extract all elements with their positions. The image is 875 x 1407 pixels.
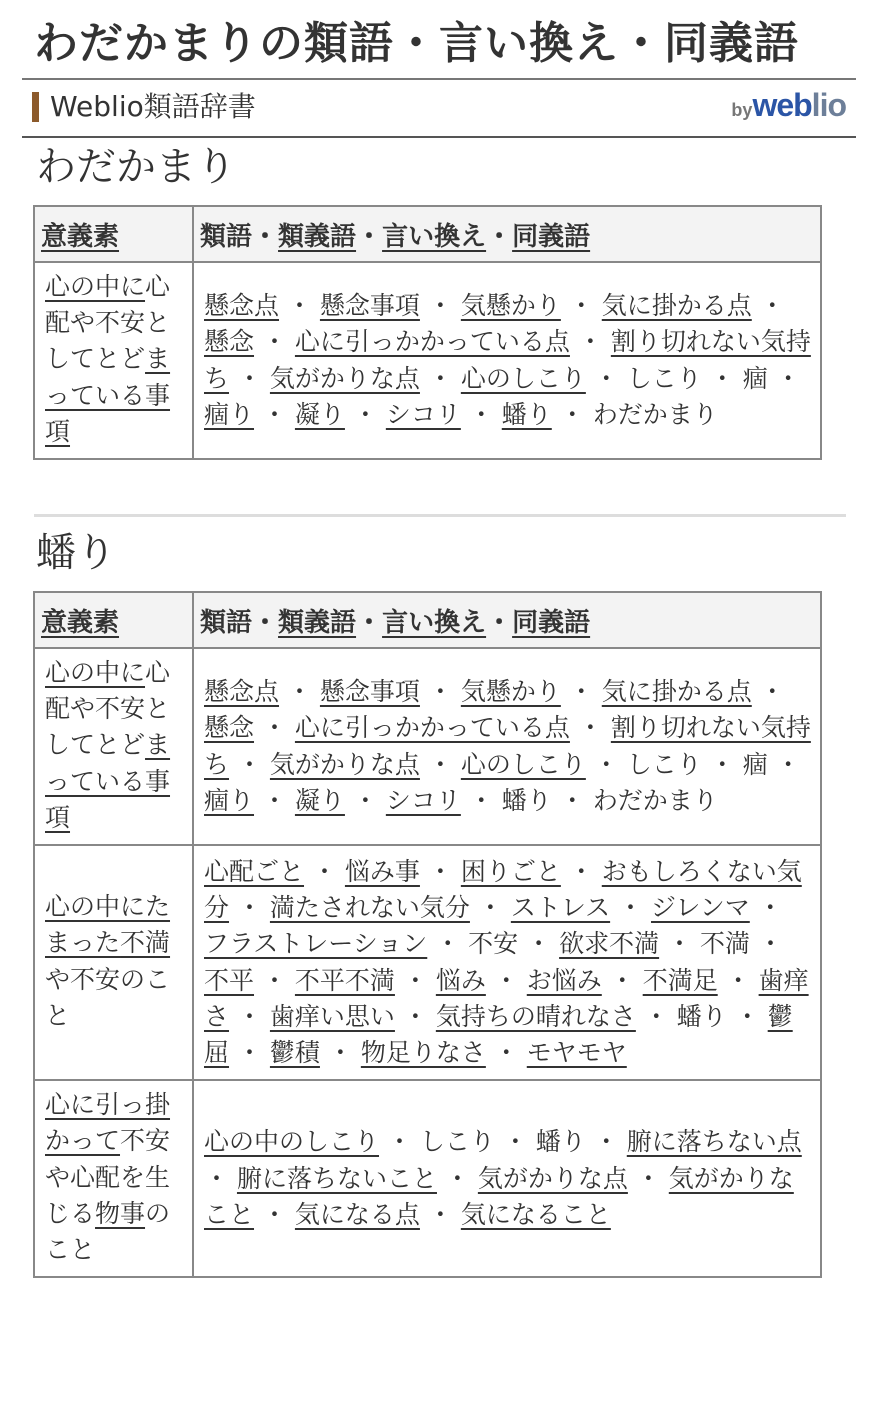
- synonym-header-text: ・: [252, 607, 279, 638]
- separator-dot: ・: [229, 749, 270, 779]
- table-header-row: [34, 592, 821, 648]
- synonym-link[interactable]: 気懸かり: [460, 291, 561, 321]
- synonym-link[interactable]: 心の中のしこり: [204, 1127, 380, 1157]
- meaning-link[interactable]: 心の中にたまった: [45, 892, 171, 958]
- synonym-link[interactable]: 心配ごと: [204, 857, 305, 887]
- meaning-text: とど: [95, 344, 146, 374]
- synonym-header-link[interactable]: 同義語: [512, 221, 591, 252]
- synonym-header-link[interactable]: 言い換え: [382, 221, 487, 252]
- table-header-row: [34, 206, 821, 262]
- synonym-header-text: ・: [486, 607, 513, 638]
- separator-dot: ・: [518, 929, 560, 959]
- separator-dot: ・: [585, 363, 627, 393]
- synonym-header-link[interactable]: 言い換え: [382, 607, 487, 638]
- synonym-header-text: 類語: [200, 607, 253, 638]
- synonym-link[interactable]: 気懸かり: [460, 677, 561, 707]
- synonym-link[interactable]: 不平不満: [294, 965, 395, 995]
- page-title: わだかまりの類語・言い換え・同義語: [34, 18, 799, 69]
- meaning-text: 心配や不安として: [45, 272, 171, 374]
- meaning-column-header: [34, 206, 193, 262]
- meaning-link[interactable]: 心の中に: [45, 272, 146, 301]
- separator-dot: ・: [560, 677, 602, 707]
- synonym-header-text: ・: [356, 607, 383, 638]
- synonym-link[interactable]: お悩み: [526, 965, 602, 995]
- separator-dot: ・: [279, 677, 320, 707]
- separator-dot: ・: [394, 1001, 436, 1031]
- meaning-text: 心配や不安として: [45, 658, 171, 760]
- synonym-link[interactable]: フラストレーション: [204, 929, 428, 959]
- separator-dot: ・: [279, 291, 320, 321]
- synonym-link[interactable]: 不満足: [642, 965, 718, 995]
- separator-dot: ・: [485, 965, 527, 995]
- meaning-cell: [34, 845, 193, 1080]
- synonym-link[interactable]: 満たされない気分: [269, 893, 470, 923]
- meaning-link[interactable]: 心の中に: [45, 658, 146, 687]
- dictionary-brand-bar: [22, 80, 856, 138]
- synonym-link[interactable]: 気がかりなこと: [204, 1163, 794, 1229]
- synonym-link[interactable]: 蟠り: [501, 399, 552, 429]
- separator-dot: ・: [229, 1001, 270, 1031]
- synonym-link[interactable]: 鬱屈: [204, 1001, 793, 1068]
- separator-dot: ・: [254, 785, 295, 815]
- meaning-cell: [34, 262, 193, 459]
- meaning-link[interactable]: まっている事項: [45, 344, 171, 446]
- separator-dot: ・: [229, 363, 270, 393]
- synonym-text: しこり: [626, 749, 702, 779]
- separator-dot: ・: [419, 1199, 461, 1229]
- synonym-link[interactable]: 腑に落ちないこと: [236, 1163, 437, 1193]
- synonym-link[interactable]: 割り切れない気持ち: [204, 327, 811, 393]
- synonym-link[interactable]: ストレス: [510, 893, 611, 923]
- synonym-text: 不安: [468, 929, 519, 959]
- synonym-table-wadakamari-kanji: [33, 591, 822, 1278]
- section-divider: [34, 514, 846, 517]
- weblio-logo[interactable]: byweblio: [731, 87, 846, 123]
- separator-dot: ・: [627, 1163, 669, 1193]
- synonym-header-text: 類語: [200, 221, 253, 252]
- separator-dot: ・: [551, 785, 593, 815]
- separator-dot: ・: [585, 1127, 627, 1157]
- synonyms-cell: [193, 845, 821, 1080]
- separator-dot: ・: [427, 929, 469, 959]
- separator-dot: ・: [460, 399, 502, 429]
- synonym-link[interactable]: 痼り: [204, 785, 255, 815]
- separator-dot: ・: [469, 893, 511, 923]
- meaning-text: や不安のこと: [45, 964, 171, 1030]
- synonym-link[interactable]: 懸念事項: [319, 677, 420, 707]
- separator-dot: ・: [394, 965, 436, 995]
- brand-mark: [32, 92, 39, 122]
- synonym-link[interactable]: 気になること: [460, 1199, 611, 1229]
- synonym-link[interactable]: モヤモヤ: [526, 1038, 627, 1068]
- meaning-text: 不安や心配を生じる: [45, 1126, 171, 1228]
- separator-dot: ・: [229, 893, 270, 923]
- headword-wadakamari: わだかまり: [36, 144, 236, 190]
- meaning-header-label[interactable]: 意義素: [41, 607, 120, 638]
- separator-dot: ・: [304, 857, 345, 887]
- separator-dot: ・: [254, 965, 295, 995]
- separator-dot: ・: [344, 785, 386, 815]
- synonym-header-link[interactable]: 類義語: [278, 607, 357, 638]
- separator-dot: ・: [379, 1127, 420, 1157]
- synonyms-cell: [193, 262, 821, 459]
- separator-dot: ・: [569, 327, 611, 357]
- meaning-column-header: [34, 592, 193, 648]
- separator-dot: ・: [726, 1001, 768, 1031]
- separator-dot: ・: [419, 857, 461, 887]
- separator-dot: ・: [701, 363, 743, 393]
- table-row: [34, 648, 821, 845]
- synonym-link[interactable]: 物足りなさ: [360, 1038, 486, 1068]
- synonyms-cell: [193, 1080, 821, 1277]
- synonym-link[interactable]: 気になる点: [294, 1199, 420, 1229]
- synonym-link[interactable]: 不平: [204, 965, 255, 995]
- separator-dot: ・: [659, 929, 701, 959]
- synonym-header-link[interactable]: 類義語: [278, 221, 357, 252]
- synonym-header-link[interactable]: 同義語: [512, 607, 591, 638]
- synonym-text: わだかまり: [592, 785, 718, 815]
- synonym-link[interactable]: シコリ: [385, 785, 461, 815]
- separator-dot: ・: [254, 327, 295, 357]
- synonym-header-text: ・: [356, 221, 383, 252]
- synonym-link[interactable]: 凝り: [294, 399, 345, 429]
- meaning-link[interactable]: 不満: [120, 928, 171, 958]
- synonym-column-header: [193, 206, 821, 262]
- synonym-link[interactable]: 悩み: [435, 965, 486, 995]
- separator-dot: ・: [750, 929, 783, 959]
- synonym-link[interactable]: 歯痒い思い: [269, 1001, 395, 1031]
- headword-wadakamari-kanji: 蟠り: [36, 530, 116, 576]
- dictionary-name[interactable]: Weblio類語辞書: [50, 90, 256, 123]
- separator-dot: ・: [717, 965, 759, 995]
- separator-dot: ・: [485, 1038, 527, 1068]
- synonym-text: 蟠り: [501, 785, 552, 815]
- separator-dot: ・: [749, 893, 783, 923]
- synonym-link[interactable]: 懸念: [204, 713, 255, 743]
- synonym-link[interactable]: 困りごと: [460, 857, 561, 887]
- synonyms-cell: [193, 648, 821, 845]
- separator-dot: ・: [585, 749, 627, 779]
- synonym-header-text: ・: [252, 221, 279, 252]
- synonym-table-wadakamari: [33, 205, 822, 460]
- separator-dot: ・: [344, 399, 386, 429]
- synonym-link[interactable]: 気がかりな点: [269, 363, 420, 393]
- synonym-link[interactable]: 気持ちの晴れなさ: [435, 1001, 636, 1031]
- synonym-link[interactable]: 気がかりな点: [269, 749, 420, 779]
- separator-dot: ・: [419, 749, 461, 779]
- separator-dot: ・: [229, 1038, 270, 1068]
- synonym-link[interactable]: おもしろくない気分: [204, 857, 802, 923]
- synonym-text: 痼: [742, 749, 768, 779]
- separator-dot: ・: [569, 713, 611, 743]
- meaning-link[interactable]: 心に引っ掛かって: [45, 1090, 171, 1156]
- separator-dot: ・: [560, 857, 602, 887]
- separator-dot: ・: [635, 1001, 677, 1031]
- synonym-link[interactable]: 気に掛かる点: [601, 677, 752, 707]
- synonym-link[interactable]: 欲求不満: [559, 929, 660, 959]
- separator-dot: ・: [419, 363, 461, 393]
- synonym-link[interactable]: 懸念点: [204, 677, 280, 707]
- synonym-link[interactable]: 腑に落ちない点: [626, 1127, 802, 1157]
- separator-dot: ・: [494, 1127, 536, 1157]
- separator-dot: ・: [767, 749, 801, 779]
- synonym-text: しこり: [419, 1127, 495, 1157]
- meaning-link[interactable]: 物事: [95, 1198, 146, 1228]
- synonym-link[interactable]: シコリ: [385, 399, 461, 429]
- separator-dot: ・: [436, 1163, 478, 1193]
- synonym-link[interactable]: 悩み事: [344, 857, 420, 887]
- table-row: [34, 262, 821, 459]
- synonym-text: 不満: [700, 929, 751, 959]
- synonym-link[interactable]: 歯痒さ: [204, 965, 809, 1031]
- synonym-link[interactable]: 痼り: [204, 399, 255, 429]
- synonym-link[interactable]: 凝り: [294, 785, 345, 815]
- meaning-cell: [34, 1080, 193, 1277]
- synonym-link[interactable]: 心のしこり: [460, 749, 586, 779]
- meaning-text: のこと: [45, 1198, 171, 1265]
- meaning-header-label[interactable]: 意義素: [41, 221, 120, 252]
- separator-dot: ・: [767, 363, 801, 393]
- separator-dot: ・: [460, 785, 502, 815]
- separator-dot: ・: [204, 1163, 237, 1193]
- separator-dot: ・: [701, 749, 743, 779]
- separator-dot: ・: [560, 291, 602, 321]
- separator-dot: ・: [254, 1199, 295, 1229]
- table-row: [34, 1080, 821, 1277]
- separator-dot: ・: [751, 677, 785, 707]
- synonym-link[interactable]: ジレンマ: [651, 893, 750, 923]
- synonym-link[interactable]: 懸念点: [204, 291, 280, 321]
- synonym-link[interactable]: 気がかりな点: [477, 1163, 628, 1193]
- synonym-link[interactable]: 心に引っかかっている点: [294, 327, 570, 357]
- separator-dot: ・: [319, 1038, 361, 1068]
- synonym-text: 痼: [742, 363, 768, 393]
- meaning-cell: [34, 648, 193, 845]
- separator-dot: ・: [551, 399, 593, 429]
- meaning-link[interactable]: まっている事項: [45, 730, 171, 832]
- synonym-link[interactable]: 心のしこり: [460, 363, 586, 393]
- synonym-column-header: [193, 592, 821, 648]
- separator-dot: ・: [419, 291, 461, 321]
- synonym-text: 蟠り: [535, 1127, 586, 1157]
- synonym-text: 蟠り: [676, 1001, 727, 1031]
- synonym-link[interactable]: 鬱積: [269, 1038, 320, 1068]
- separator-dot: ・: [751, 291, 785, 321]
- separator-dot: ・: [254, 713, 295, 743]
- synonym-header-text: ・: [486, 221, 513, 252]
- synonym-link[interactable]: 割り切れない気持ち: [204, 713, 811, 779]
- synonym-text: しこり: [626, 363, 702, 393]
- separator-dot: ・: [419, 677, 461, 707]
- separator-dot: ・: [601, 965, 643, 995]
- separator-dot: ・: [610, 893, 652, 923]
- synonym-text: わだかまり: [592, 399, 718, 429]
- meaning-text: とど: [95, 730, 146, 760]
- synonym-link[interactable]: 懸念事項: [319, 291, 420, 321]
- synonym-link[interactable]: 懸念: [204, 327, 255, 357]
- synonym-link[interactable]: 心に引っかかっている点: [294, 713, 570, 743]
- separator-dot: ・: [254, 399, 295, 429]
- synonym-link[interactable]: 気に掛かる点: [601, 291, 752, 321]
- table-row: [34, 845, 821, 1080]
